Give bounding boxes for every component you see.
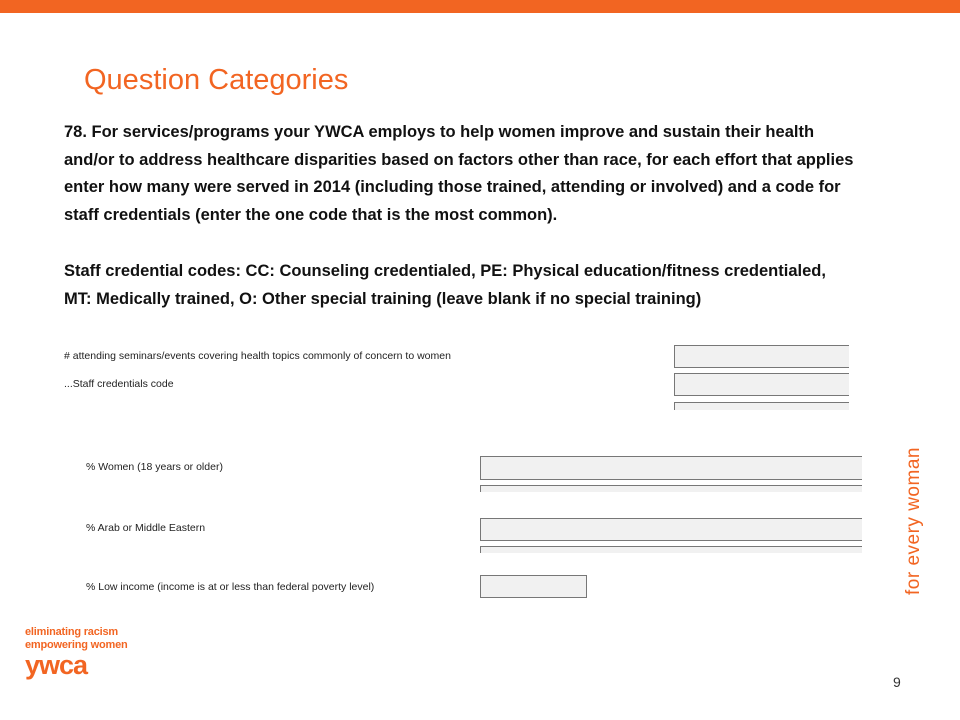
women-18-plus-field[interactable]	[480, 456, 862, 480]
arab-middle-eastern-label: % Arab or Middle Eastern	[86, 522, 206, 534]
partial-field[interactable]	[480, 485, 862, 492]
question-text: 78. For services/programs your YWCA employs to help women improve and sustain their health and/or to address healthcare disparities based on factors other than race, for each effort that applies enter how many were served in 2014 (including those trained, attending or involved) and a code for staff credentials (enter the one code that is the most common).	[64, 123, 854, 224]
staff-credentials-code-label: ...Staff credentials code	[64, 378, 174, 390]
low-income-field[interactable]	[480, 575, 587, 598]
women-18-plus-label: % Women (18 years or older)	[86, 461, 223, 473]
top-accent-bar	[0, 0, 960, 13]
logo-line-2: empowering women	[25, 639, 128, 651]
low-income-label: % Low income (income is at or less than federal poverty level)	[86, 581, 375, 593]
partial-field[interactable]	[674, 402, 849, 410]
ywca-logo	[25, 626, 128, 678]
logo-line-1: eliminating racism	[25, 626, 118, 638]
partial-field[interactable]	[480, 546, 862, 553]
staff-credentials-code-field[interactable]	[674, 373, 849, 396]
slide-title: Question Categories	[84, 64, 349, 96]
arab-middle-eastern-field[interactable]	[480, 518, 862, 541]
seminars-attending-field[interactable]	[674, 345, 849, 368]
tagline: for every woman	[903, 447, 924, 595]
page-number: 9	[893, 674, 901, 690]
credential-codes-text: Staff credential codes: CC: Counseling credentialed, PE: Physical education/fitness credentialed, MT: Medically trained, O: Other special training (leave blank if no special training)	[64, 262, 826, 308]
seminars-attending-label: # attending seminars/events covering health topics commonly of concern to women	[64, 350, 451, 362]
logo-wordmark: ywca	[25, 650, 88, 680]
